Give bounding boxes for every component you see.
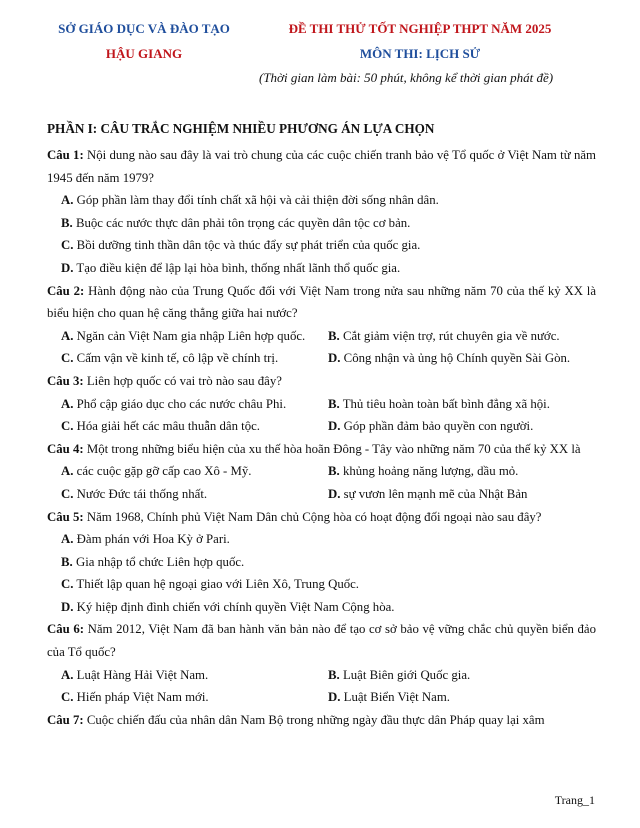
- exam-title: ĐỀ THI THỬ TỐT NGHIỆP THPT NĂM 2025: [288, 21, 552, 36]
- option-2a: A. Ngăn cản Việt Nam gia nhập Liên hợp quốc.: [61, 328, 306, 343]
- option-5a: A. Đàm phán với Hoa Kỳ ở Pari.: [61, 532, 230, 547]
- option-5c: C. Thiết lập quan hệ ngoại giao với Liên Xô, Trung Quốc.: [61, 577, 359, 592]
- question-label: Câu 4:: [47, 441, 84, 456]
- section-title: PHẦN I: CÂU TRẮC NGHIỆM NHIỀU PHƯƠNG ÁN LỰA CHỌN: [47, 121, 435, 136]
- option-4c: C. Nước Đức tái thống nhất.: [61, 486, 208, 501]
- province-name: HẬU GIANG: [105, 46, 183, 61]
- option-1a: A. Góp phần làm thay đổi tính chất xã hội và cải thiện đời sống nhân dân.: [61, 193, 439, 208]
- option-row: [47, 483, 596, 506]
- page-number: Trang_1: [554, 793, 595, 807]
- option-6a: A. Luật Hàng Hải Việt Nam.: [61, 667, 209, 682]
- option-4a: A. các cuộc gặp gỡ cấp cao Xô - Mỹ.: [61, 464, 252, 479]
- time-note: (Thời gian làm bài: 50 phút, không kể thời gian phát đề): [259, 70, 554, 85]
- option-2b: B. Cắt giảm viện trợ, rút chuyên gia về nước.: [328, 328, 560, 343]
- option-6b: B. Luật Biên giới Quốc gia.: [328, 667, 471, 682]
- department-name: SỞ GIÁO DỤC VÀ ĐÀO TẠO: [58, 21, 230, 36]
- option-3a: A. Phổ cập giáo dục cho các nước châu Phi.: [61, 396, 287, 411]
- question-label: Câu 6:: [47, 622, 85, 637]
- option-5d: D. Ký hiệp định đình chiến với chính quyền Việt Nam Cộng hòa.: [61, 599, 395, 614]
- option-5b: B. Gia nhập tổ chức Liên hợp quốc.: [61, 554, 245, 569]
- question-label: Câu 5:: [47, 509, 84, 524]
- option-4b: B. khủng hoảng năng lượng, dầu mỏ.: [328, 464, 519, 479]
- question-text: Nội dung nào sau đây là vai trò chung của các cuộc chiến tranh bảo vệ Tổ quốc ở Việt Nam từ năm 1945 đến năm 1979?: [47, 148, 596, 185]
- exam-subject: MÔN THI: LỊCH SỬ: [359, 46, 481, 61]
- question-3: [47, 370, 596, 393]
- option-row: [47, 325, 596, 348]
- question-text: Một trong những biểu hiện của xu thế hòa hoãn Đông - Tây vào những năm 70 của thế kỷ XX là: [83, 441, 581, 456]
- option-2c: C. Cấm vận về kinh tế, cô lập về chính trị.: [61, 351, 279, 366]
- question-text: Cuộc chiến đấu của nhân dân Nam Bộ trong những ngày đầu thực dân Pháp quay lại xâm: [83, 712, 545, 727]
- option-1c: C. Bồi dưỡng tinh thần dân tộc và thúc đẩy sự phát triển của quốc gia.: [61, 238, 421, 253]
- question-1: [47, 144, 596, 189]
- question-label: Câu 7:: [47, 712, 84, 727]
- question-text: Năm 1968, Chính phủ Việt Nam Dân chủ Cộng hòa có hoạt động đối ngoại nào sau đây?: [83, 509, 542, 524]
- question-6: [47, 618, 596, 663]
- question-label: Câu 3:: [47, 373, 84, 388]
- question-list: [47, 144, 596, 731]
- option-1b: B. Buộc các nước thực dân phải tôn trọng các quyền dân tộc cơ bản.: [61, 215, 411, 230]
- option-row: [47, 686, 596, 709]
- option-6c: C. Hiến pháp Việt Nam mới.: [61, 690, 209, 705]
- option-6d: D. Luật Biển Việt Nam.: [328, 690, 450, 705]
- option-1d: D. Tạo điều kiện để lập lại hòa bình, thống nhất lãnh thổ quốc gia.: [61, 260, 401, 275]
- option-row: [47, 393, 596, 416]
- option-3b: B. Thủ tiêu hoàn toàn bất bình đẳng xã hội.: [328, 396, 550, 411]
- question-4: [47, 438, 596, 461]
- option-row: [47, 664, 596, 687]
- question-text: Liên hợp quốc có vai trò nào sau đây?: [83, 373, 282, 388]
- option-3d: D. Góp phần đảm bảo quyền con người.: [328, 419, 534, 434]
- option-4d: D. sự vươn lên mạnh mẽ của Nhật Bản: [328, 486, 528, 501]
- question-5: [47, 506, 596, 529]
- question-label: Câu 1:: [47, 148, 84, 162]
- option-row: [47, 415, 596, 438]
- question-2: [47, 280, 596, 325]
- option-2d: D. Công nhận và ủng hộ Chính quyền Sài Gòn.: [328, 351, 571, 366]
- option-row: [47, 460, 596, 483]
- question-text: Hành động nào của Trung Quốc đối với Việt Nam trong nửa sau những năm 70 của thế kỷ XX là biểu hiện cho quan hệ căng thẳng giữa hai nước?: [47, 283, 597, 321]
- option-3c: C. Hóa giải hết các mâu thuẫn dân tộc.: [61, 419, 261, 434]
- question-7: [47, 709, 596, 732]
- question-label: Câu 2:: [47, 283, 85, 298]
- option-row: [47, 347, 596, 370]
- question-text: Năm 2012, Việt Nam đã ban hành văn bản nào để tạo cơ sở bảo vệ vững chắc chủ quyền biển đảo của Tổ quốc?: [47, 622, 597, 660]
